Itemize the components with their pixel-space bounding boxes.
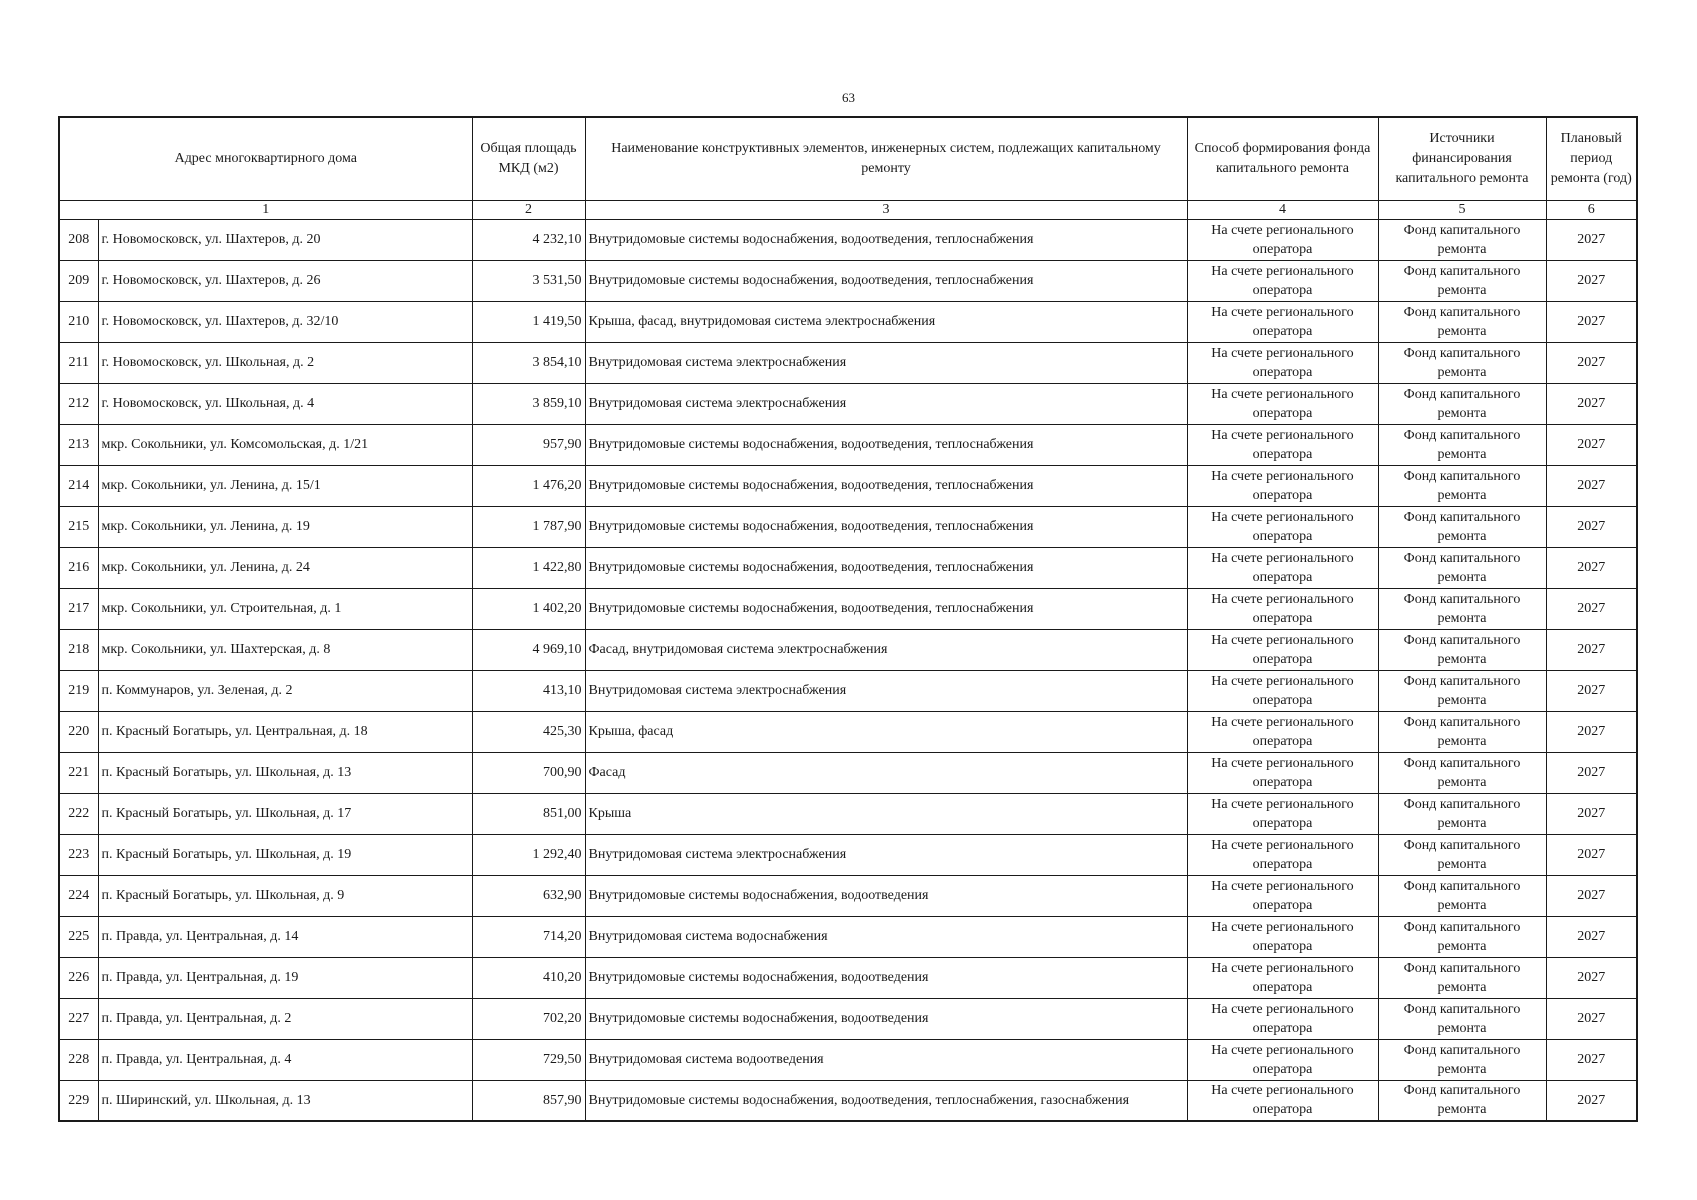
row-address: п. Красный Богатырь, ул. Школьная, д. 17 xyxy=(98,793,472,834)
row-number: 225 xyxy=(59,916,98,957)
row-area: 410,20 xyxy=(472,957,585,998)
row-source: Фонд капитального ремонта xyxy=(1378,588,1546,629)
row-method: На счете регионального оператора xyxy=(1187,957,1378,998)
row-number: 227 xyxy=(59,998,98,1039)
row-method: На счете регионального оператора xyxy=(1187,588,1378,629)
page-number: 63 xyxy=(842,90,855,105)
row-elements: Внутридомовые системы водоснабжения, водоотведения, теплоснабжения xyxy=(585,424,1187,465)
row-year: 2027 xyxy=(1546,1039,1637,1080)
row-number: 221 xyxy=(59,752,98,793)
row-area: 3 859,10 xyxy=(472,383,585,424)
row-method: На счете регионального оператора xyxy=(1187,342,1378,383)
row-year: 2027 xyxy=(1546,834,1637,875)
table-row xyxy=(59,834,1637,875)
table-row xyxy=(59,547,1637,588)
row-number: 220 xyxy=(59,711,98,752)
row-number: 222 xyxy=(59,793,98,834)
row-address: мкр. Сокольники, ул. Ленина, д. 19 xyxy=(98,506,472,547)
repair-register-table xyxy=(58,116,1638,1122)
row-number: 226 xyxy=(59,957,98,998)
row-address: п. Ширинский, ул. Школьная, д. 13 xyxy=(98,1080,472,1121)
row-method: На счете регионального оператора xyxy=(1187,1039,1378,1080)
row-area: 729,50 xyxy=(472,1039,585,1080)
row-source: Фонд капитального ремонта xyxy=(1378,752,1546,793)
row-number: 209 xyxy=(59,260,98,301)
row-address: мкр. Сокольники, ул. Строительная, д. 1 xyxy=(98,588,472,629)
row-elements: Внутридомовые системы водоснабжения, водоотведения, теплоснабжения xyxy=(585,506,1187,547)
row-source: Фонд капитального ремонта xyxy=(1378,1080,1546,1121)
header-area: Общая площадь МКД (м2) xyxy=(472,117,585,200)
table-row xyxy=(59,875,1637,916)
row-area: 1 402,20 xyxy=(472,588,585,629)
row-address: г. Новомосковск, ул. Шахтеров, д. 32/10 xyxy=(98,301,472,342)
row-area: 1 787,90 xyxy=(472,506,585,547)
row-method: На счете регионального оператора xyxy=(1187,547,1378,588)
row-method: На счете регионального оператора xyxy=(1187,916,1378,957)
row-number: 214 xyxy=(59,465,98,506)
row-area: 957,90 xyxy=(472,424,585,465)
row-area: 3 531,50 xyxy=(472,260,585,301)
table-row xyxy=(59,465,1637,506)
table-row xyxy=(59,383,1637,424)
row-method: На счете регионального оператора xyxy=(1187,424,1378,465)
row-year: 2027 xyxy=(1546,752,1637,793)
column-number-2: 2 xyxy=(472,200,585,219)
row-elements: Внутридомовая система водоснабжения xyxy=(585,916,1187,957)
row-method: На счете регионального оператора xyxy=(1187,793,1378,834)
table-row xyxy=(59,711,1637,752)
table-row xyxy=(59,1080,1637,1121)
row-area: 857,90 xyxy=(472,1080,585,1121)
header-method: Способ формирования фонда капитального ремонта xyxy=(1187,117,1378,200)
row-number: 224 xyxy=(59,875,98,916)
row-elements: Внутридомовые системы водоснабжения, водоотведения xyxy=(585,998,1187,1039)
row-number: 223 xyxy=(59,834,98,875)
row-number: 219 xyxy=(59,670,98,711)
row-address: п. Красный Богатырь, ул. Школьная, д. 13 xyxy=(98,752,472,793)
row-area: 1 292,40 xyxy=(472,834,585,875)
table-row xyxy=(59,219,1637,260)
header-elements: Наименование конструктивных элементов, инженерных систем, подлежащих капитальному ремонту xyxy=(585,117,1187,200)
row-source: Фонд капитального ремонта xyxy=(1378,670,1546,711)
row-method: На счете регионального оператора xyxy=(1187,260,1378,301)
row-source: Фонд капитального ремонта xyxy=(1378,998,1546,1039)
table-row xyxy=(59,260,1637,301)
row-address: п. Красный Богатырь, ул. Школьная, д. 9 xyxy=(98,875,472,916)
row-year: 2027 xyxy=(1546,465,1637,506)
row-source: Фонд капитального ремонта xyxy=(1378,875,1546,916)
table-body xyxy=(59,219,1637,1121)
row-year: 2027 xyxy=(1546,547,1637,588)
table-row xyxy=(59,424,1637,465)
row-number: 208 xyxy=(59,219,98,260)
row-source: Фонд капитального ремонта xyxy=(1378,793,1546,834)
row-year: 2027 xyxy=(1546,424,1637,465)
row-source: Фонд капитального ремонта xyxy=(1378,219,1546,260)
row-elements: Внутридомовые системы водоснабжения, водоотведения, теплоснабжения xyxy=(585,547,1187,588)
table-header xyxy=(59,117,1637,219)
row-elements: Крыша, фасад xyxy=(585,711,1187,752)
row-method: На счете регионального оператора xyxy=(1187,383,1378,424)
table-row xyxy=(59,342,1637,383)
row-elements: Внутридомовые системы водоснабжения, водоотведения, теплоснабжения xyxy=(585,260,1187,301)
row-elements: Внутридомовая система электроснабжения xyxy=(585,834,1187,875)
header-source: Источники финансирования капитального ремонта xyxy=(1378,117,1546,200)
row-area: 702,20 xyxy=(472,998,585,1039)
row-number: 218 xyxy=(59,629,98,670)
row-address: г. Новомосковск, ул. Школьная, д. 2 xyxy=(98,342,472,383)
row-address: мкр. Сокольники, ул. Шахтерская, д. 8 xyxy=(98,629,472,670)
row-source: Фонд капитального ремонта xyxy=(1378,834,1546,875)
row-year: 2027 xyxy=(1546,711,1637,752)
row-source: Фонд капитального ремонта xyxy=(1378,916,1546,957)
row-elements: Внутридомовые системы водоснабжения, водоотведения, теплоснабжения, газоснабжения xyxy=(585,1080,1187,1121)
row-elements: Внутридомовые системы водоснабжения, водоотведения xyxy=(585,875,1187,916)
column-number-3: 3 xyxy=(585,200,1187,219)
row-method: На счете регионального оператора xyxy=(1187,752,1378,793)
row-source: Фонд капитального ремонта xyxy=(1378,711,1546,752)
row-number: 213 xyxy=(59,424,98,465)
row-address: п. Правда, ул. Центральная, д. 14 xyxy=(98,916,472,957)
row-source: Фонд капитального ремонта xyxy=(1378,1039,1546,1080)
row-number: 212 xyxy=(59,383,98,424)
row-area: 851,00 xyxy=(472,793,585,834)
row-source: Фонд капитального ремонта xyxy=(1378,342,1546,383)
row-method: На счете регионального оператора xyxy=(1187,219,1378,260)
row-method: На счете регионального оператора xyxy=(1187,465,1378,506)
table-row xyxy=(59,301,1637,342)
table-row xyxy=(59,670,1637,711)
row-year: 2027 xyxy=(1546,342,1637,383)
row-year: 2027 xyxy=(1546,506,1637,547)
row-method: На счете регионального оператора xyxy=(1187,998,1378,1039)
row-method: На счете регионального оператора xyxy=(1187,834,1378,875)
column-number-5: 5 xyxy=(1378,200,1546,219)
row-number: 216 xyxy=(59,547,98,588)
row-area: 1 476,20 xyxy=(472,465,585,506)
row-number: 217 xyxy=(59,588,98,629)
row-address: п. Правда, ул. Центральная, д. 4 xyxy=(98,1039,472,1080)
row-source: Фонд капитального ремонта xyxy=(1378,547,1546,588)
row-year: 2027 xyxy=(1546,916,1637,957)
row-elements: Внутридомовые системы водоснабжения, водоотведения, теплоснабжения xyxy=(585,465,1187,506)
row-elements: Внутридомовые системы водоснабжения, водоотведения, теплоснабжения xyxy=(585,588,1187,629)
row-area: 1 422,80 xyxy=(472,547,585,588)
row-year: 2027 xyxy=(1546,670,1637,711)
row-address: мкр. Сокольники, ул. Ленина, д. 24 xyxy=(98,547,472,588)
row-source: Фонд капитального ремонта xyxy=(1378,629,1546,670)
row-number: 215 xyxy=(59,506,98,547)
row-area: 4 969,10 xyxy=(472,629,585,670)
table-row xyxy=(59,629,1637,670)
row-address: г. Новомосковск, ул. Шахтеров, д. 26 xyxy=(98,260,472,301)
column-number-6: 6 xyxy=(1546,200,1637,219)
row-number: 228 xyxy=(59,1039,98,1080)
column-number-4: 4 xyxy=(1187,200,1378,219)
row-address: мкр. Сокольники, ул. Ленина, д. 15/1 xyxy=(98,465,472,506)
row-elements: Фасад xyxy=(585,752,1187,793)
row-year: 2027 xyxy=(1546,875,1637,916)
row-source: Фонд капитального ремонта xyxy=(1378,465,1546,506)
row-year: 2027 xyxy=(1546,629,1637,670)
row-elements: Внутридомовая система электроснабжения xyxy=(585,342,1187,383)
row-method: На счете регионального оператора xyxy=(1187,875,1378,916)
row-year: 2027 xyxy=(1546,588,1637,629)
table-row xyxy=(59,1039,1637,1080)
row-year: 2027 xyxy=(1546,219,1637,260)
row-method: На счете регионального оператора xyxy=(1187,629,1378,670)
row-address: п. Коммунаров, ул. Зеленая, д. 2 xyxy=(98,670,472,711)
row-elements: Внутридомовая система водоотведения xyxy=(585,1039,1187,1080)
row-address: п. Правда, ул. Центральная, д. 2 xyxy=(98,998,472,1039)
row-source: Фонд капитального ремонта xyxy=(1378,957,1546,998)
row-year: 2027 xyxy=(1546,998,1637,1039)
row-method: На счете регионального оператора xyxy=(1187,506,1378,547)
row-address: г. Новомосковск, ул. Школьная, д. 4 xyxy=(98,383,472,424)
row-area: 700,90 xyxy=(472,752,585,793)
table-row xyxy=(59,957,1637,998)
row-year: 2027 xyxy=(1546,1080,1637,1121)
row-source: Фонд капитального ремонта xyxy=(1378,301,1546,342)
row-year: 2027 xyxy=(1546,383,1637,424)
row-elements: Внутридомовая система электроснабжения xyxy=(585,670,1187,711)
row-source: Фонд капитального ремонта xyxy=(1378,424,1546,465)
row-number: 229 xyxy=(59,1080,98,1121)
row-area: 4 232,10 xyxy=(472,219,585,260)
row-elements: Внутридомовые системы водоснабжения, водоотведения, теплоснабжения xyxy=(585,219,1187,260)
row-area: 632,90 xyxy=(472,875,585,916)
row-method: На счете регионального оператора xyxy=(1187,711,1378,752)
row-elements: Внутридомовые системы водоснабжения, водоотведения xyxy=(585,957,1187,998)
row-elements: Внутридомовая система электроснабжения xyxy=(585,383,1187,424)
row-area: 425,30 xyxy=(472,711,585,752)
header-year: Плановый период ремонта (год) xyxy=(1546,117,1637,200)
row-elements: Крыша xyxy=(585,793,1187,834)
row-elements: Крыша, фасад, внутридомовая система электроснабжения xyxy=(585,301,1187,342)
header-address: Адрес многоквартирного дома xyxy=(59,117,472,200)
column-number-1: 1 xyxy=(59,200,472,219)
table-row xyxy=(59,506,1637,547)
row-area: 413,10 xyxy=(472,670,585,711)
row-year: 2027 xyxy=(1546,793,1637,834)
row-source: Фонд капитального ремонта xyxy=(1378,506,1546,547)
row-year: 2027 xyxy=(1546,957,1637,998)
row-area: 1 419,50 xyxy=(472,301,585,342)
row-method: На счете регионального оператора xyxy=(1187,670,1378,711)
row-source: Фонд капитального ремонта xyxy=(1378,260,1546,301)
table-row xyxy=(59,998,1637,1039)
row-method: На счете регионального оператора xyxy=(1187,1080,1378,1121)
row-source: Фонд капитального ремонта xyxy=(1378,383,1546,424)
row-address: мкр. Сокольники, ул. Комсомольская, д. 1/21 xyxy=(98,424,472,465)
row-address: п. Правда, ул. Центральная, д. 19 xyxy=(98,957,472,998)
row-address: п. Красный Богатырь, ул. Центральная, д. 18 xyxy=(98,711,472,752)
row-number: 211 xyxy=(59,342,98,383)
row-year: 2027 xyxy=(1546,301,1637,342)
table-row xyxy=(59,588,1637,629)
row-year: 2027 xyxy=(1546,260,1637,301)
row-method: На счете регионального оператора xyxy=(1187,301,1378,342)
row-area: 3 854,10 xyxy=(472,342,585,383)
row-address: п. Красный Богатырь, ул. Школьная, д. 19 xyxy=(98,834,472,875)
row-elements: Фасад, внутридомовая система электроснабжения xyxy=(585,629,1187,670)
row-area: 714,20 xyxy=(472,916,585,957)
row-address: г. Новомосковск, ул. Шахтеров, д. 20 xyxy=(98,219,472,260)
row-number: 210 xyxy=(59,301,98,342)
table-row xyxy=(59,916,1637,957)
table-row xyxy=(59,752,1637,793)
table-row xyxy=(59,793,1637,834)
